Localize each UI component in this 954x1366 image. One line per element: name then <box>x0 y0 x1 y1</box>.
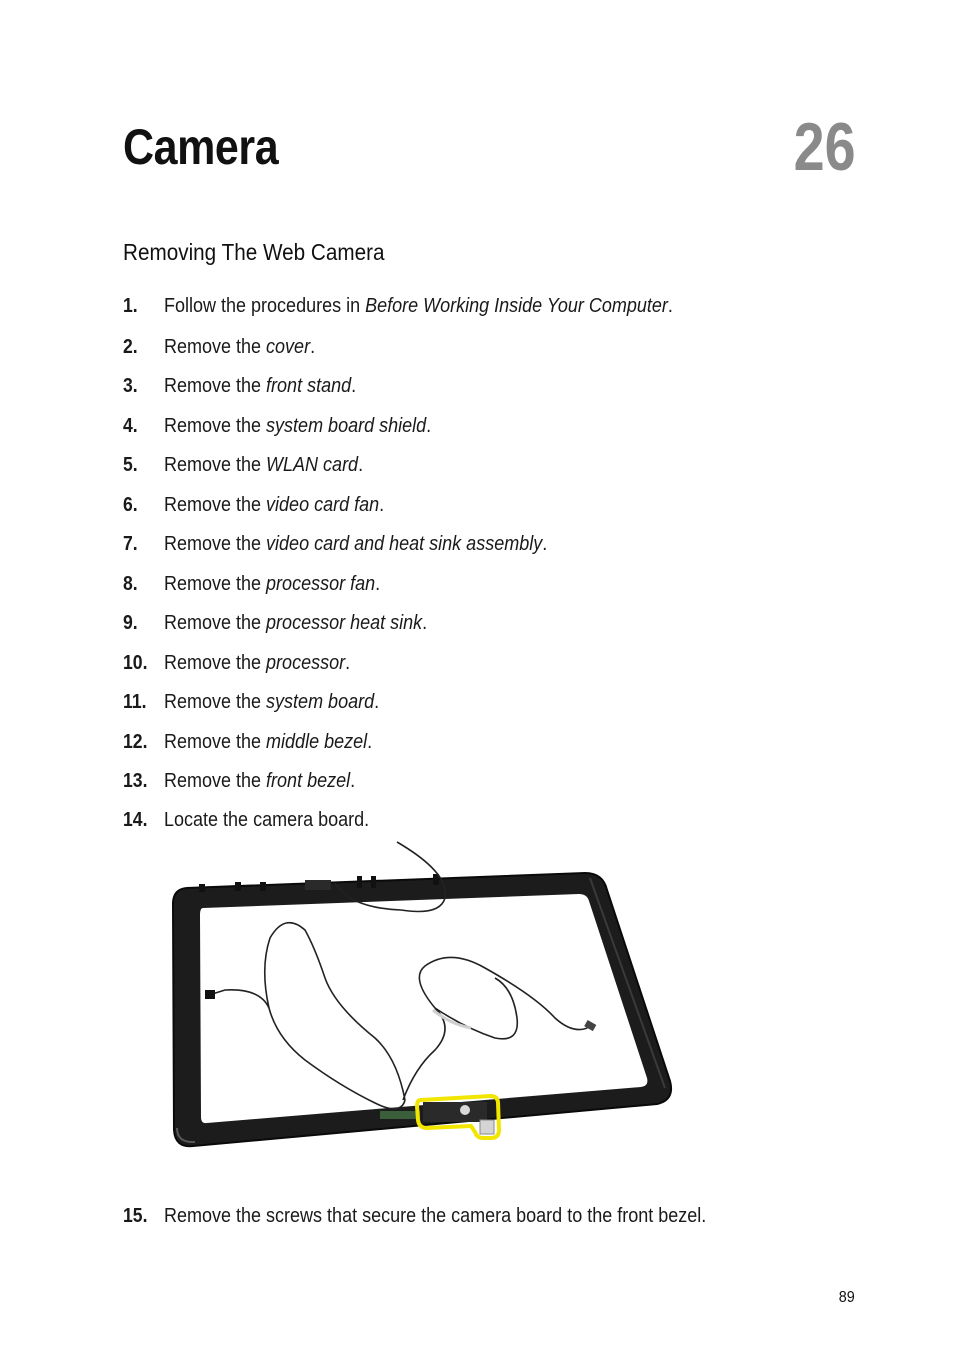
step-text: Remove the middle bezel. <box>164 731 373 753</box>
step-text: Remove the processor fan. <box>164 573 381 595</box>
bezel-camera-photo <box>165 838 675 1153</box>
step-link[interactable]: Before Working Inside Your Computer <box>365 295 668 317</box>
step-link[interactable]: video card fan <box>266 494 380 516</box>
step-text: Locate the camera board. <box>164 809 370 831</box>
step-number: 3. <box>123 375 138 397</box>
step-link[interactable]: front bezel <box>266 770 351 792</box>
step-text: Remove the video card and heat sink assembly. <box>164 533 548 555</box>
step-text: Remove the processor heat sink. <box>164 612 428 634</box>
step-link[interactable]: cover <box>266 336 311 358</box>
chapter-number: 26 <box>793 109 856 185</box>
step-link[interactable]: front stand <box>266 375 352 397</box>
step-text: Remove the front stand. <box>164 375 357 397</box>
step-number: 13. <box>123 770 148 792</box>
step-link[interactable]: WLAN card <box>266 454 359 476</box>
step-number: 15. <box>123 1205 148 1227</box>
step-number: 10. <box>123 652 148 674</box>
chapter-title: Camera <box>123 119 279 175</box>
step-text: Remove the video card fan. <box>164 494 385 516</box>
step-number: 12. <box>123 731 148 753</box>
bezel-opening <box>200 894 647 1123</box>
step-number: 14. <box>123 809 148 831</box>
step-text: Remove the WLAN card. <box>164 454 364 476</box>
step-text: Remove the cover. <box>164 336 316 358</box>
step-number: 2. <box>123 336 138 358</box>
step-link[interactable]: video card and heat sink assembly <box>266 533 543 555</box>
page-number: 89 <box>838 1289 855 1306</box>
step-number: 8. <box>123 573 138 595</box>
step-link[interactable]: middle bezel <box>266 731 368 753</box>
step-number: 1. <box>123 295 138 317</box>
step-link[interactable]: system board shield <box>266 415 427 437</box>
step-number: 9. <box>123 612 138 634</box>
step-link[interactable]: processor <box>266 652 346 674</box>
step-number: 5. <box>123 454 138 476</box>
step-link[interactable]: processor fan <box>266 573 376 595</box>
step-link[interactable]: system board <box>266 691 375 713</box>
step-number: 4. <box>123 415 138 437</box>
step-text: Remove the system board. <box>164 691 380 713</box>
step-text: Remove the processor. <box>164 652 351 674</box>
step-number: 11. <box>123 691 147 713</box>
step-text: Remove the screws that secure the camera board to the front bezel. <box>164 1205 707 1227</box>
step-link[interactable]: processor heat sink <box>266 612 423 634</box>
step-text: Remove the system board shield. <box>164 415 432 437</box>
section-heading: Removing The Web Camera <box>123 239 385 265</box>
step-text: Follow the procedures in Before Working Inside Your Computer. <box>164 295 673 317</box>
step-number: 7. <box>123 533 138 555</box>
step-text: Remove the front bezel. <box>164 770 356 792</box>
step-number: 6. <box>123 494 138 516</box>
